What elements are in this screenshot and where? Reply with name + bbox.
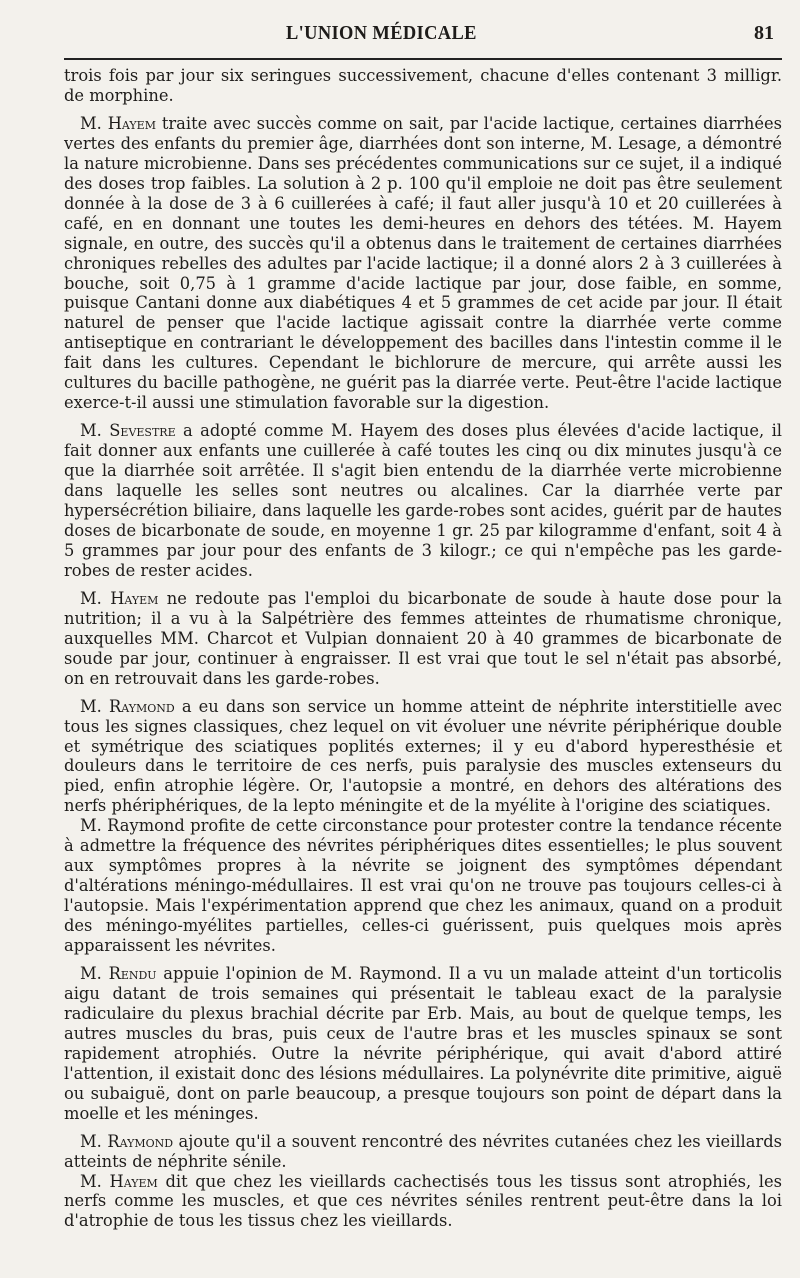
paragraph — [64, 66, 782, 106]
paragraph-text: M. Raymond profite de cette circonstance pour protester contre la tendance récente à admettre la fréquence des névrites périphériques dites essentielles; le plus souvent aux symptômes propres à la névrite se joignent des symptômes dépendant d'altérations méningo-médullaires. Il est vrai qu'on ne trouve pas toujours celles-ci à l'autopsie. Mais l'expérimentation apprend que chez les animaux, quand on a produit des méningo-myélites partielles, celles-ci guérissent, puis quelques mois après apparaissent les névrites. — [64, 816, 782, 956]
page-number: 81 — [754, 22, 774, 44]
paragraph — [64, 421, 782, 581]
paragraph-text: dit que chez les vieillards cachectisés tous les tissus sont atrophiés, les nerfs comme les muscles, et que ces névrites séniles rentrent peut-être dans la loi d'atrophie de tous les tissus chez les vieillards. — [64, 1171, 782, 1231]
page-header — [64, 0, 782, 60]
paragraph-text: ne redoute pas l'emploi du bicarbonate de soude à haute dose pour la nutrition; il a vu à la Salpétrière des femmes atteintes de rhumatisme chronique, auxquelles MM. Charcot et Vulpian donnaient 20 à 40 grammes de bicarbonate de soude par jour, continuer à engraisser. Il est vrai que tout le sel n'était pas absorbé, on en retrouvait dans les garde-robes. — [64, 588, 782, 688]
journal-title: L'UNION MÉDICALE — [286, 22, 477, 44]
paragraph-text: traite avec succès comme on sait, par l'acide lactique, certaines diarrhées vertes des enfants du premier âge, diarrhées dont son interne, M. Lesage, a démontré la nature microbienne. Dans ses précédentes communications sur ce sujet, il a indiqué des doses trop faibles. La solution à 2 p. 100 qu'il emploie ne doit pas être seulement donnée à la dose de 3 à 6 cuillerées à café; il faut aller jusqu'à 10 et 20 cuillerées à café, en en donnant une toutes les demi-heures en dehors des tétées. M. Hayem signale, en outre, des succès qu'il a obtenus dans le traitement de certaines diarrhées chroniques rebelles des adultes par l'acide lactique; il a donné alors 2 à 3 cuillerées à bouche, soit 0,75 à 1 gramme d'acide lactique par jour, dose faible, en somme, puisque Cantani donne aux diabétiques 4 et 5 grammes de cet acide par jour. Il était naturel de penser que l'acide lactique agissait contre la diarrhée verte comme antiseptique en contrariant le développement des bacilles dans l'intestin comme il le fait dans les cultures. Cependant le bichlorure de mercure, qui arrête aussi les cultures du bacille pathogène, ne guérit pas la diarrée verte. Peut-être l'acide lactique exerce-t-il aussi une stimulation favorable sur la digestion. — [64, 113, 782, 413]
paragraph-text: trois fois par jour six seringues successivement, chacune d'elles contenant 3 milligr. de morphine. — [64, 66, 782, 105]
paragraph-text: ajoute qu'il a souvent rencontré des névrites cutanées chez les vieillards atteints de néphrite sénile. — [64, 1131, 782, 1171]
speaker-name: M. Hayem — [80, 588, 159, 608]
paragraph — [64, 697, 782, 817]
speaker-name: M. Sevestre — [80, 421, 176, 441]
speaker-name: M. Hayem — [80, 1171, 158, 1191]
speaker-name: M. Raymond — [80, 696, 175, 716]
speaker-name: M. Hayem — [80, 113, 156, 133]
paragraph — [64, 1172, 782, 1232]
paragraph-text: a adopté comme M. Hayem des doses plus élevées d'acide lactique, il fait donner aux enfants une cuillerée à café toutes les cinq ou dix minutes jusqu'à ce que la diarrhée soit arrêtée. Il s'agit bien entendu de la diarrhée verte microbienne dans laquelle les selles sont neutres ou alcalines. Car la diarrhée verte par hypersécrétion biliaire, dans laquelle les garde-robes sont acides, guérit par de hautes doses de bicarbonate de soude, en moyenne 1 gr. 25 par kilogramme d'enfant, soit 4 à 5 grammes par jour pour des enfants de 3 kilogr.; ce qui n'empêche pas les garde-robes de rester acides. — [64, 421, 782, 580]
paragraph-text: a eu dans son service un homme atteint de néphrite interstitielle avec tous les signes classiques, chez lequel on vit évoluer une névrite périphérique double et symétrique des sciatiques poplités externes; il y eu d'abord hyperesthésie et douleurs dans le territoire de ces nerfs, puis paralysie des muscles extenseurs du pied, enfin atrophie légère. Or, l'autopsie a montré, en dehors des altérations des nerfs phériphériques, de la lepto méningite et de la myélite à l'origine des sciatiques. — [64, 696, 783, 816]
paragraph — [64, 964, 782, 1124]
paragraph — [64, 816, 782, 956]
header-rule — [64, 58, 782, 60]
paragraph — [64, 1132, 782, 1172]
paragraph — [64, 589, 782, 689]
speaker-name: M. Raymond — [80, 1131, 174, 1151]
speaker-name: M. Rendu — [80, 963, 157, 983]
paragraph-text: appuie l'opinion de M. Raymond. Il a vu un malade atteint d'un torticolis aigu datant de trois semaines qui présentait le tableau exact de la paralysie radiculaire du plexus brachial décrite par Erb. Mais, au bout de quelque temps, les autres muscles du bras, puis ceux de l'autre bras et les muscles spinaux se sont rapidement atrophiés. Outre la névrite périphérique, qui avait d'abord attiré l'attention, il existait donc des lésions médullaires. La polynévrite dite primitive, aiguë ou subaiguë, dont on parle beaucoup, a presque toujours son point de départ dans la moelle et les méninges. — [64, 963, 782, 1123]
paragraph — [64, 114, 782, 413]
body-text — [64, 66, 782, 1231]
